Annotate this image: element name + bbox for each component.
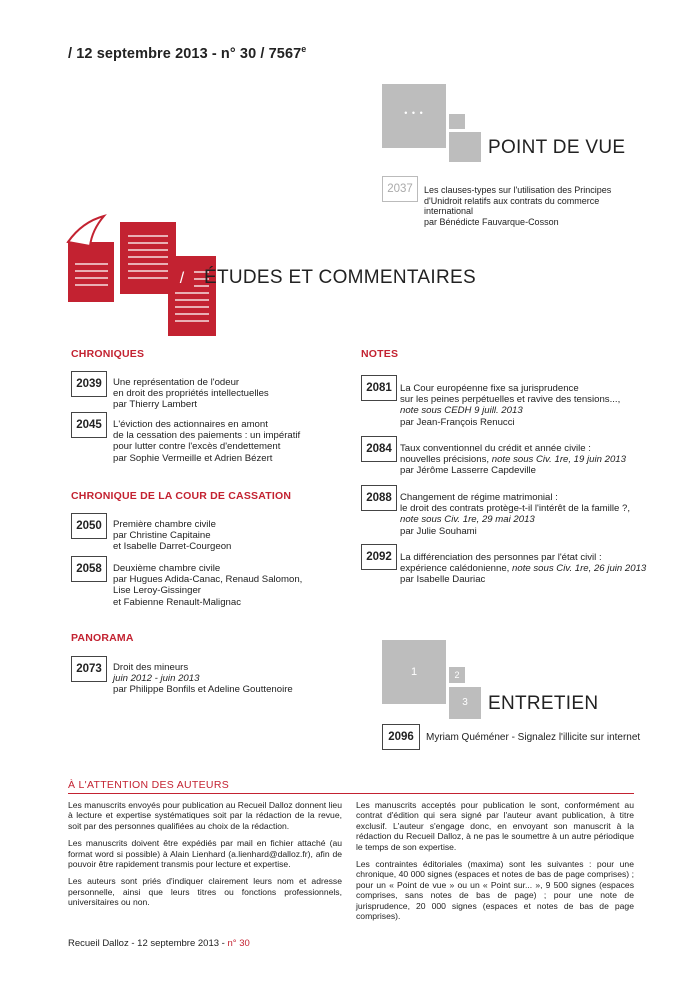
entry-line: Droit des mineurs	[113, 662, 189, 673]
article-number-2092: 2092	[361, 544, 397, 570]
section-title-panorama: PANORAMA	[71, 632, 134, 644]
point-de-vue-title: POINT DE VUE	[488, 137, 626, 158]
entretien-entry[interactable]: Myriam Quéméner - Signalez l'illicite sur internet	[426, 732, 641, 743]
attention-left-column	[68, 800, 342, 915]
issue-header	[68, 44, 306, 62]
panorama-entry[interactable]	[113, 662, 293, 696]
entry-note-text: note sous Civ. 1re, 19 juin 2013	[491, 454, 626, 466]
entry-line-text: expérience calédonienne,	[400, 563, 510, 575]
entretien-box-3: 3	[449, 687, 481, 719]
article-number-2058: 2058	[71, 556, 107, 582]
entry-line: Changement de régime matrimonial :	[400, 492, 558, 503]
entry-author: et Isabelle Darret-Courgeon	[113, 541, 232, 553]
attention-paragraph: Les manuscrits envoyés pour publication au Recueil Dalloz donnent lieu à lecture et expertise systématiques soit par la rédaction de la revue, soit par des personnes qualifiées au choix de la rédaction.	[68, 800, 342, 831]
entry-line: de la cessation des paiements : un impératif	[113, 430, 301, 442]
article-number-2084: 2084	[361, 436, 397, 462]
entry-note-text: note sous Civ. 1re, 26 juin 2013	[512, 563, 647, 575]
entry-author: par Isabelle Dauriac	[400, 574, 486, 586]
note-entry[interactable]	[400, 552, 646, 586]
point-de-vue-box-medium	[449, 132, 481, 162]
article-number-2037: 2037	[382, 176, 418, 202]
entry-line: international	[424, 206, 474, 217]
entretien-box-1: 1	[382, 640, 446, 704]
entry-line	[400, 563, 646, 574]
entry-line: Une représentation de l'odeur	[113, 377, 240, 388]
entry-line: Les clauses-types sur l'utilisation des Principes	[424, 185, 612, 195]
entretien-title: ENTRETIEN	[488, 693, 599, 714]
note-entry[interactable]	[400, 492, 630, 537]
footer-issue-number: n° 30	[227, 938, 250, 949]
point-de-vue-dots: • • •	[404, 108, 424, 118]
entry-line: Taux conventionnel du crédit et année civile :	[400, 443, 591, 454]
entry-author: Lise Leroy-Gissinger	[113, 585, 201, 597]
entry-period	[113, 673, 293, 684]
entry-author: par Christine Capitaine	[113, 530, 211, 542]
entry-line: La Cour européenne fixe sa jurisprudence	[400, 383, 579, 394]
entretien-box-2: 2	[449, 667, 465, 683]
footer-text: Recueil Dalloz - 12 septembre 2013 -	[68, 938, 228, 949]
point-de-vue-entry[interactable]	[424, 185, 611, 227]
attention-right-column	[356, 800, 634, 928]
entry-line: pour lutter contre l'excès d'endettement	[113, 441, 281, 453]
entry-note-text: note sous CEDH 9 juill. 2013	[400, 405, 523, 417]
entry-period-text: juin 2012 - juin 2013	[113, 673, 200, 685]
chronique-entry[interactable]	[113, 377, 269, 411]
entry-author: par Julie Souhami	[400, 525, 477, 537]
attention-title: À L'ATTENTION DES AUTEURS	[68, 779, 230, 791]
entry-author: par Philippe Bonfils et Adeline Gouttenoire	[113, 684, 293, 696]
entry-line: Première chambre civile	[113, 519, 216, 530]
article-number-2050: 2050	[71, 513, 107, 539]
section-title-notes: NOTES	[361, 348, 399, 360]
page-footer	[68, 938, 250, 949]
entry-line: d'Unidroit relatifs aux contrats du commerce	[424, 195, 600, 206]
entry-author: par Sophie Vermeille et Adrien Bézert	[113, 452, 273, 464]
entry-line: sur les peines perpétuelles et ravive des tensions...,	[400, 394, 621, 406]
entry-author: par Jean-François Renucci	[400, 416, 515, 428]
entry-line: le droit des contrats protège-t-il l'intérêt de la famille ?,	[400, 503, 631, 515]
point-de-vue-box-small	[449, 114, 465, 129]
entry-author: par Thierry Lambert	[113, 399, 198, 411]
entry-line: en droit des propriétés intellectuelles	[113, 388, 269, 400]
entry-author: par Hugues Adida-Canac, Renaud Salomon,	[113, 574, 303, 586]
note-entry[interactable]	[400, 383, 620, 428]
cassation-entry[interactable]	[113, 519, 231, 553]
entry-note	[400, 514, 630, 525]
etudes-title: ÉTUDES ET COMMENTAIRES	[204, 267, 476, 288]
issue-header-text: / 12 septembre 2013 - n° 30 / 7567	[68, 45, 302, 62]
article-number-2088: 2088	[361, 485, 397, 511]
entry-line: L'éviction des actionnaires en amont	[113, 419, 268, 430]
section-title-cour-cassation: CHRONIQUE DE LA COUR DE CASSATION	[71, 490, 292, 502]
entry-author: par Bénédicte Fauvarque-Cosson	[424, 216, 559, 227]
note-entry[interactable]	[400, 443, 626, 477]
entry-line-text: nouvelles précisions,	[400, 454, 490, 466]
attention-paragraph: Les contraintes éditoriales (maxima) sont les suivantes : pour une chronique, 40 000 signes (espaces et notes de bas de page comprises) ; pour un « Point de vue » ou un « Point sur... », 9 500 signes (espaces comprises, sans notes de bas de page) ; pour une note de jurisprudence, 20 000 signes (espaces et notes de bas de page comprises).	[356, 859, 634, 922]
entry-line: Deuxième chambre civile	[113, 563, 221, 574]
article-number-2039: 2039	[71, 371, 107, 397]
entry-line	[400, 454, 626, 465]
article-number-2096: 2096	[382, 724, 420, 750]
article-number-2081: 2081	[361, 375, 397, 401]
attention-paragraph: Les auteurs sont priés d'indiquer clairement leurs nom et adresse personnelle, ainsi que leurs titres ou fonctions professionnels, universitaires ou non.	[68, 876, 342, 908]
entry-note	[400, 405, 620, 416]
attention-paragraph: Les manuscrits doivent être expédiés par mail en fichier attaché (au format word si possible) à Alain Lienhard (a.lienhard@dalloz.fr), afin de pouvoir être rapidement transmis pour lecture et expertise.	[68, 838, 342, 870]
attention-paragraph: Les manuscrits acceptés pour publication le sont, conformément au contrat d'édition qui sera signé par l'auteur avant publication, à titre exclusif. L'auteur s'engage donc, en envoyant son manuscrit à la rédaction du Recueil Dalloz, à ne pas le soumettre à un autre périodique le temps de son expertise.	[356, 800, 634, 852]
section-title-chroniques: CHRONIQUES	[71, 348, 145, 360]
etudes-slash-box: /	[170, 266, 194, 292]
entry-line: La différenciation des personnes par l'état civil :	[400, 552, 602, 563]
entry-author: par Jérôme Lasserre Capdeville	[400, 465, 536, 477]
article-number-2045: 2045	[71, 412, 107, 438]
chronique-entry[interactable]	[113, 419, 300, 464]
issue-header-sup: e	[301, 44, 307, 54]
entry-note-text: note sous Civ. 1re, 29 mai 2013	[400, 514, 535, 526]
attention-divider	[68, 793, 634, 794]
entry-author: et Fabienne Renault-Malignac	[113, 596, 241, 608]
cassation-entry[interactable]	[113, 563, 302, 608]
article-number-2073: 2073	[71, 656, 107, 682]
